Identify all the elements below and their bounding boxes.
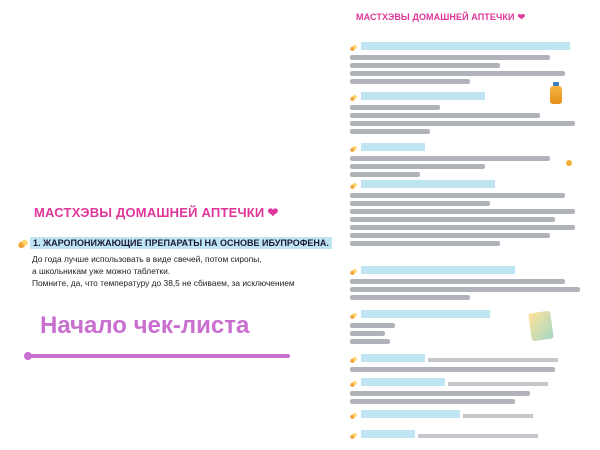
right-page xyxy=(338,0,600,450)
checklist-caption: Начало чек-листа xyxy=(40,312,250,339)
pill-icon xyxy=(349,381,357,388)
left-title xyxy=(34,205,279,221)
blurred-section xyxy=(350,378,590,404)
blurred-section xyxy=(350,143,590,177)
right-title xyxy=(356,12,525,23)
pill-icon xyxy=(349,313,357,320)
medicine-box-icon xyxy=(528,311,554,342)
pill-icon xyxy=(349,95,357,102)
pill-icon xyxy=(349,433,357,440)
pill-icon xyxy=(17,239,29,250)
blurred-section xyxy=(350,354,590,372)
pill-icon xyxy=(349,45,357,52)
left-body-line: До года лучше использовать в виде свечей, потом сиропы, xyxy=(32,254,262,264)
heart-icon: ❤ xyxy=(267,205,279,220)
caption-underline xyxy=(28,354,290,358)
pill-icon xyxy=(349,357,357,364)
left-body-line: а школьникам уже можно таблетки. xyxy=(32,266,171,276)
left-body xyxy=(32,253,295,289)
blurred-section xyxy=(350,430,590,440)
bottle-icon xyxy=(550,86,562,104)
heart-icon: ❤ xyxy=(517,12,526,22)
right-title-text: МАСТХЭВЫ ДОМАШНЕЙ АПТЕЧКИ xyxy=(356,12,515,22)
left-item-heading xyxy=(30,238,332,248)
left-body-line: Помните, да, что температуру до 38,5 не сбиваем, за исключением xyxy=(32,278,295,288)
left-title-text: МАСТХЭВЫ ДОМАШНЕЙ АПТЕЧКИ xyxy=(34,205,265,220)
pill-icon xyxy=(349,269,357,276)
blurred-section xyxy=(350,410,590,420)
left-item-heading-text: 1. ЖАРОПОНИЖАЮЩИЕ ПРЕПАРАТЫ НА ОСНОВЕ ИБУПРОФЕНА. xyxy=(30,237,332,249)
blurred-section xyxy=(350,42,590,84)
blurred-section xyxy=(350,310,590,344)
blurred-section xyxy=(350,180,590,246)
pill-dot-icon xyxy=(566,160,572,166)
pill-icon xyxy=(349,146,357,153)
pill-icon xyxy=(349,413,357,420)
blurred-section xyxy=(350,266,590,300)
pill-icon xyxy=(349,183,357,190)
